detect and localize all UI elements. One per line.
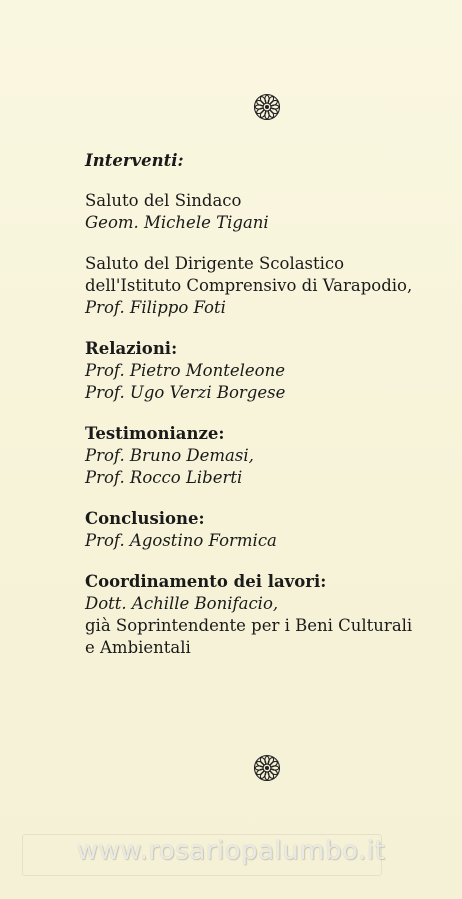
section-conclusione	[85, 508, 445, 552]
coordinatore-role: già Soprintendente per i Beni Culturali	[85, 616, 413, 635]
intervento-speaker: Prof. Filippo Foti	[85, 298, 226, 317]
heading-relazioni: Relazioni:	[85, 339, 178, 358]
intervento-speaker: Geom. Michele Tigani	[85, 213, 269, 232]
section-testimonianze	[85, 423, 445, 489]
coordinatore-role: e Ambientali	[85, 638, 191, 657]
testimone-name: Prof. Rocco Liberti	[85, 468, 243, 487]
section-relazioni	[85, 338, 445, 404]
rosette-icon	[253, 754, 281, 782]
intervento-institution: dell'Istituto Comprensivo di Varapodio,	[85, 276, 413, 295]
rosette-icon	[253, 93, 281, 121]
conclusione-name: Prof. Agostino Formica	[85, 531, 277, 550]
watermark-text: www.rosariopalumbo.it	[76, 836, 386, 866]
relatore-name: Prof. Ugo Verzi Borgese	[85, 383, 286, 402]
intervento-title: Saluto del Dirigente Scolastico	[85, 254, 345, 273]
intervento-title: Saluto del Sindaco	[85, 191, 242, 210]
coordinatore-name: Dott. Achille Bonifacio,	[85, 594, 279, 613]
heading-conclusione: Conclusione:	[85, 509, 205, 528]
heading-testimonianze: Testimonianze:	[85, 424, 225, 443]
section-coordinamento	[85, 571, 445, 659]
heading-interventi: Interventi:	[85, 151, 184, 170]
intervento-dirigente	[85, 253, 445, 319]
program-content	[85, 150, 445, 678]
heading-coordinamento: Coordinamento dei lavori:	[85, 572, 327, 591]
relatore-name: Prof. Pietro Monteleone	[85, 361, 285, 380]
section-interventi	[85, 150, 445, 172]
testimone-name: Prof. Bruno Demasi,	[85, 446, 254, 465]
intervento-sindaco	[85, 190, 445, 234]
